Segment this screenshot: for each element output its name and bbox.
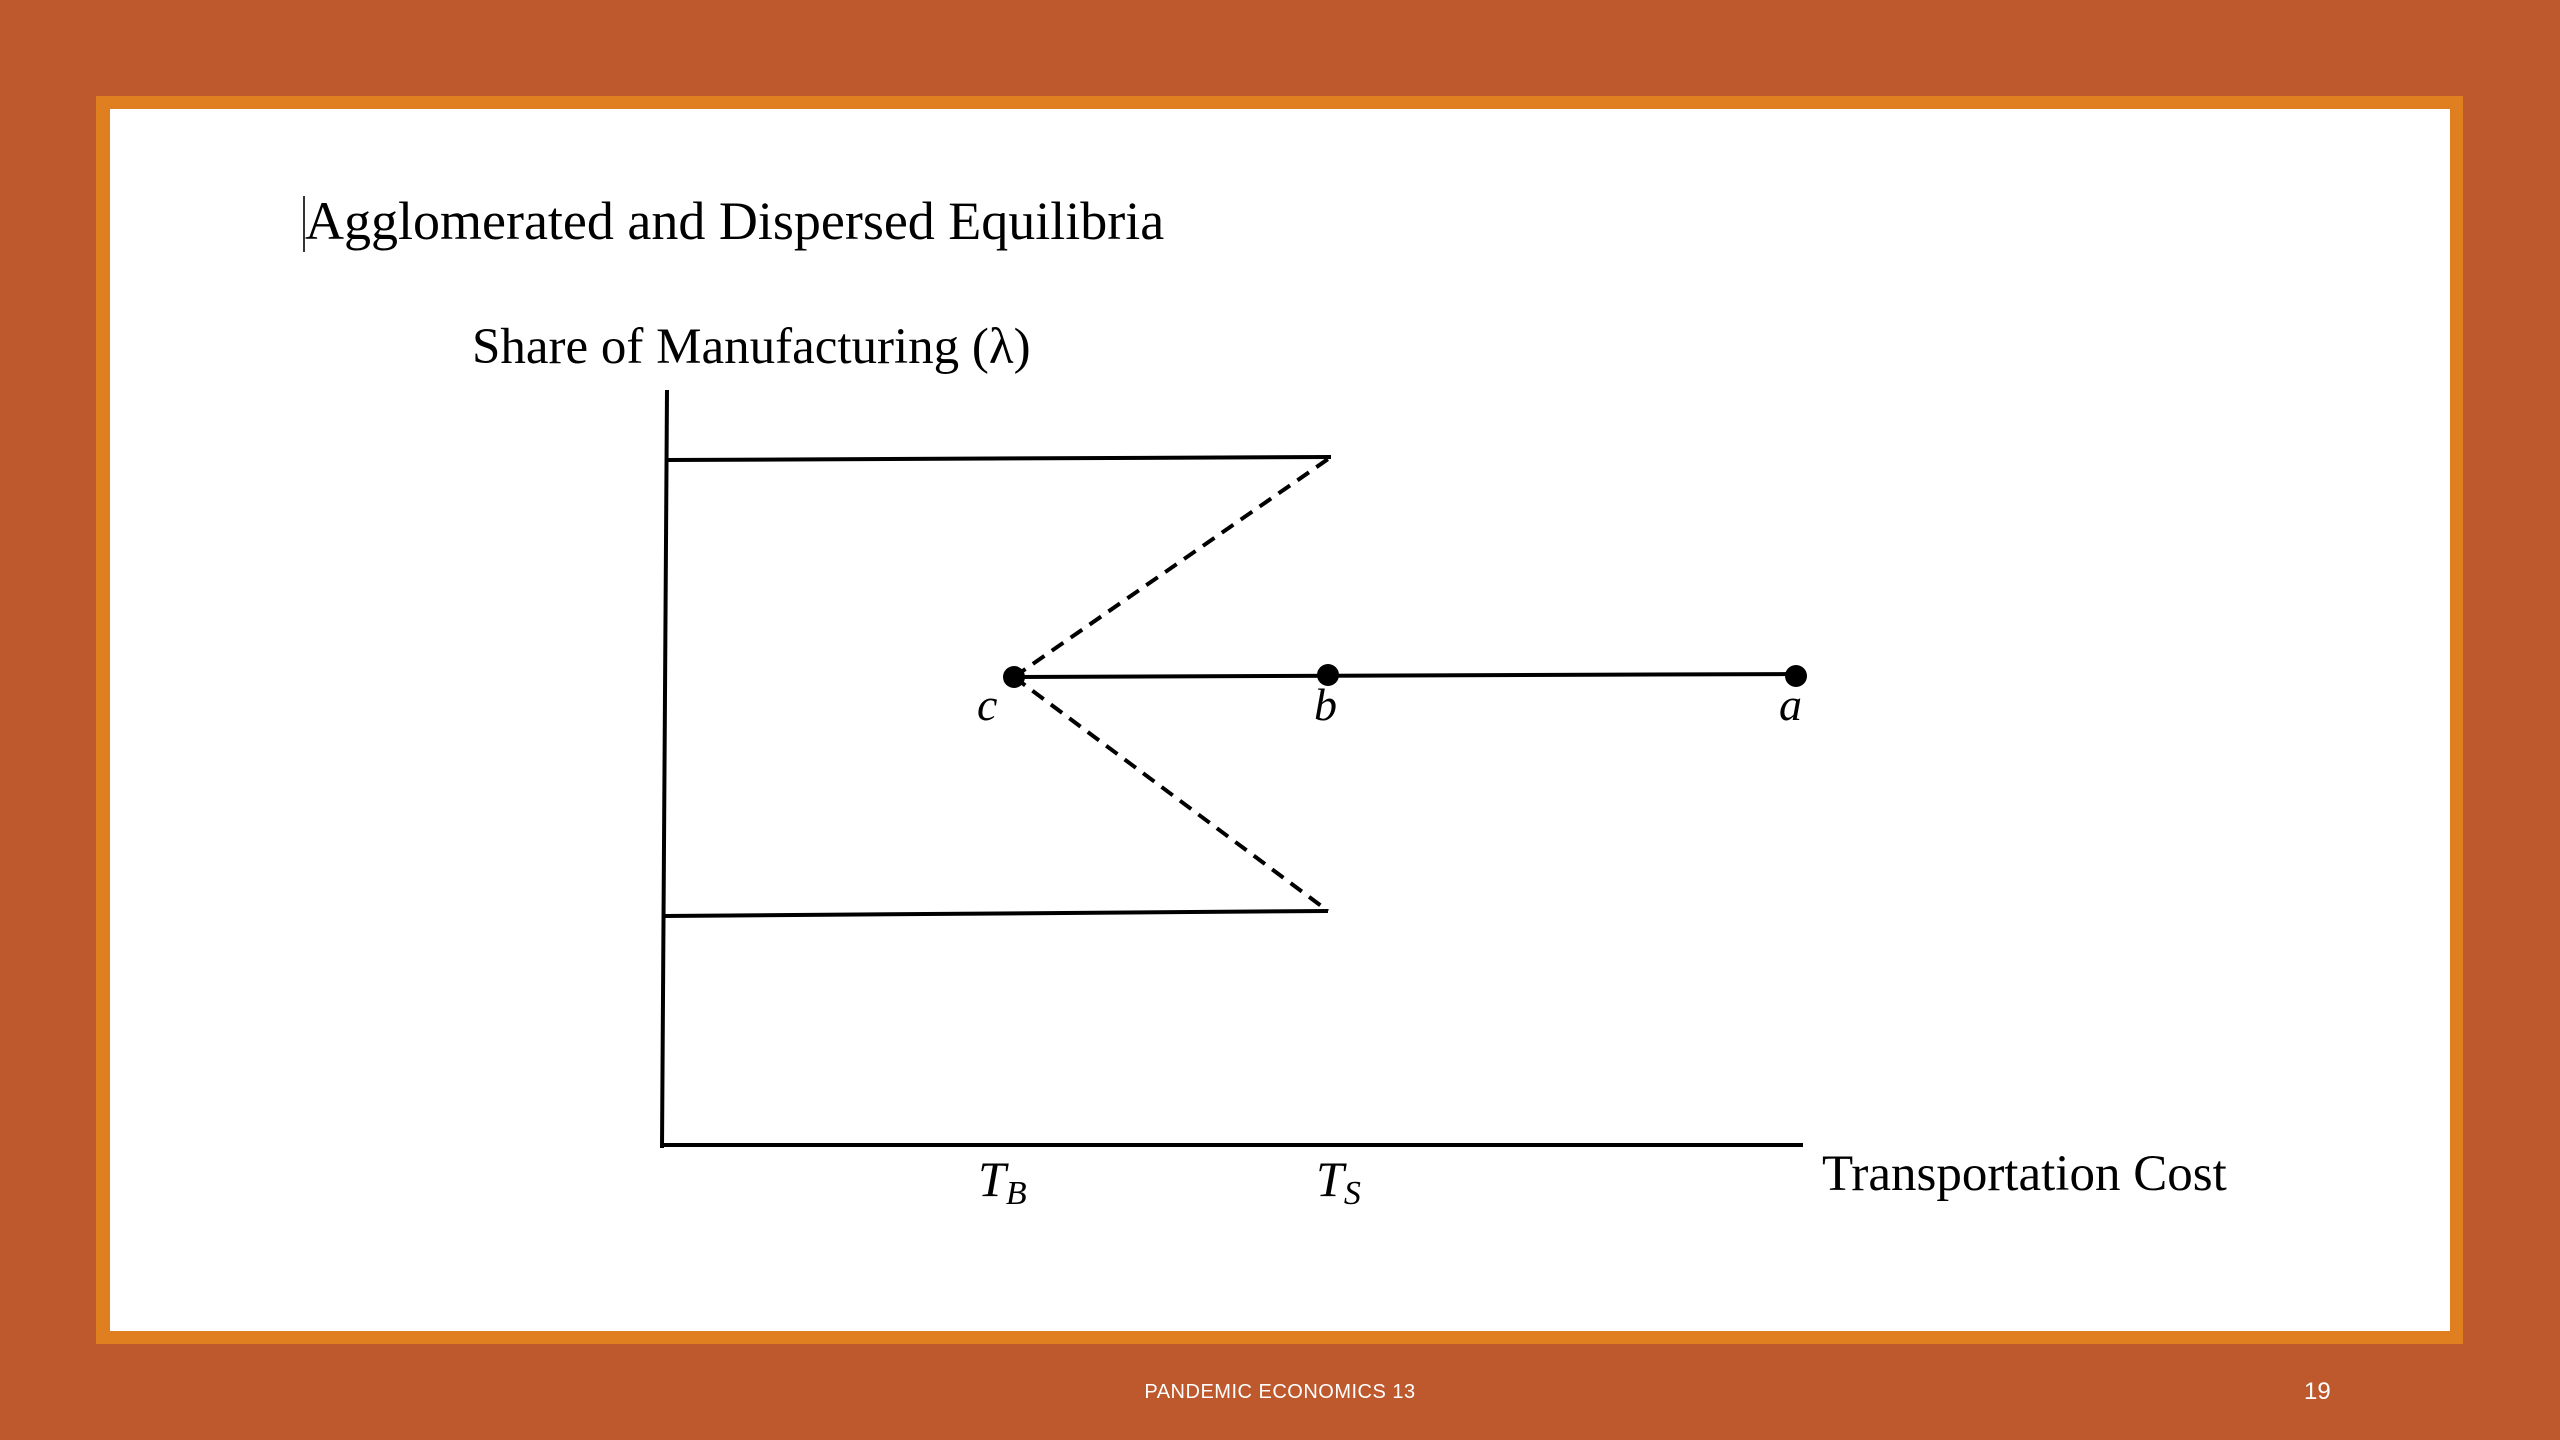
point-c-marker xyxy=(1003,666,1025,688)
tick-label-tb xyxy=(978,1151,1027,1212)
y-axis xyxy=(662,390,667,1148)
slide-footer: PANDEMIC ECONOMICS 13 xyxy=(1144,1381,1416,1403)
x-axis-label: Transportation Cost xyxy=(1822,1146,2227,1202)
slide-number: 19 xyxy=(2304,1378,2331,1405)
lower-agglomerated-line xyxy=(664,911,1328,916)
tick-label-tb-main: T xyxy=(978,1151,1006,1207)
y-axis-label: Share of Manufacturing (λ) xyxy=(472,319,1031,375)
upper-unstable-branch xyxy=(1014,457,1331,677)
point-b-label: b xyxy=(1314,679,1337,730)
upper-agglomerated-line xyxy=(667,457,1331,460)
point-a-label: a xyxy=(1779,679,1802,730)
tick-label-ts xyxy=(1316,1151,1361,1212)
tick-label-ts-sub: S xyxy=(1343,1175,1361,1212)
lower-unstable-branch xyxy=(1014,677,1328,911)
tick-label-ts-main: T xyxy=(1316,1151,1344,1207)
point-c-label: c xyxy=(977,679,998,730)
dispersed-equilibrium-line xyxy=(1014,674,1796,677)
tick-label-tb-sub: B xyxy=(1005,1175,1027,1212)
slide-title[interactable]: Agglomerated and Dispersed Equilibria xyxy=(305,191,1165,251)
